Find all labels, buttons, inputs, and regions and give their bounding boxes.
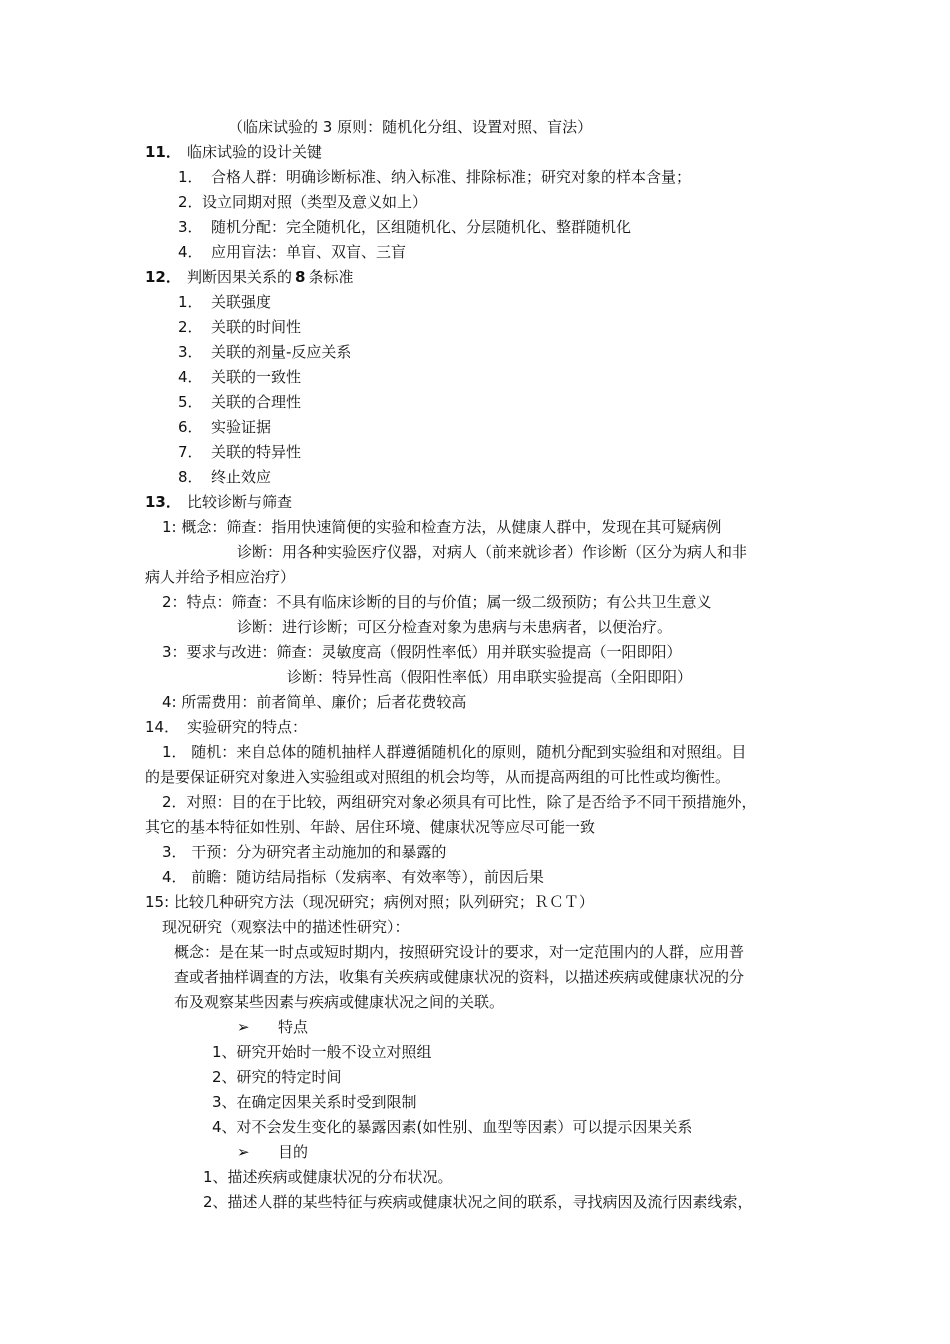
s11-item-4-text: 应用盲法：单盲、双盲、三盲 [211,243,407,261]
section-12-title-count: 8 [295,268,306,286]
aim-item-2: 2、描述人群的某些特征与疾病或健康状况之间的联系，寻找病因及流行因素线索， [203,1193,753,1211]
s15-concept-line-3: 布及观察某些因素与疾病或健康状况之间的关联。 [174,993,505,1011]
s15-subtitle: 现况研究（观察法中的描述性研究）： [162,918,410,936]
s13-line-6: 3：要求与改进：筛查：灵敏度高（假阴性率低）用并联实验提高（一阳即阳） [162,643,682,661]
section-12-title-part-a: 判断因果关系的 [187,268,293,286]
s14-line-5: 3． 干预：分为研究者主动施加的和暴露的 [162,843,447,861]
feature-item-1: 1、研究开始时一般不设立对照组 [212,1043,432,1061]
s12-item-3-text: 关联的剂量-反应关系 [211,343,352,361]
s12-item-4-text: 关联的一致性 [211,368,302,386]
aim-item-1: 1、描述疾病或健康状况的分布状况。 [203,1168,453,1186]
section-12-number: 12． [145,268,181,286]
feature-item-4: 4、对不会发生变化的暴露因素(如性别、血型等因素）可以提示因果关系 [212,1118,693,1136]
section-14-number: 14． [145,718,180,736]
s12-item-8-number: 8． [178,468,203,486]
s12-item-1-number: 1． [178,293,203,311]
s12-item-7-text: 关联的特异性 [211,443,302,461]
s12-item-1-text: 关联强度 [211,293,272,311]
s15-concept-line-2: 查或者抽样调查的方法，收集有关疾病或健康状况的资料，以描述疾病或健康状况的分 [174,968,745,986]
s11-item-1-text: 合格人群：明确诊断标准、纳入标准、排除标准；研究对象的样本含量； [211,168,692,186]
intro-line: （临床试验的 3 原则：随机化分组、设置对照、盲法） [228,118,593,136]
arrow-bullet-icon: ➢ [237,1143,250,1161]
s12-item-5-number: 5． [178,393,203,411]
s12-item-2-text: 关联的时间性 [211,318,302,336]
section-12-title [187,265,353,290]
feature-item-2: 2、研究的特定时间 [212,1068,342,1086]
s13-line-7: 诊断：特异性高（假阳性率低）用串联实验提高（全阳即阳） [287,668,693,686]
s12-item-4-number: 4． [178,368,203,386]
section-15-title: 15: 比较几种研究方法（现况研究；病例对照；队列研究；ＲＣＴ） [145,893,594,911]
s14-line-4: 其它的基本特征如性别、年龄、居住环境、健康状况等应尽可能一致 [145,818,596,836]
feature-item-3: 3、在确定因果关系时受到限制 [212,1093,417,1111]
section-13-number: 13． [145,493,181,511]
features-heading: 特点 [278,1018,309,1036]
s13-line-4: 2：特点：筛查：不具有临床诊断的目的与价值；属一级二级预防；有公共卫生意义 [162,593,712,611]
section-13-title: 比较诊断与筛查 [187,493,293,511]
section-11-title: 临床试验的设计关键 [187,143,323,161]
arrow-bullet-icon: ➢ [237,1018,250,1036]
s12-item-6-text: 实验证据 [211,418,272,436]
s12-item-2-number: 2． [178,318,203,336]
s13-line-3: 病人并给予相应治疗） [145,568,296,586]
s14-line-1: 1． 随机：来自总体的随机抽样人群遵循随机化的原则，随机分配到实验组和对照组。目 [162,743,747,761]
section-12-title-part-c: 条标准 [308,268,354,286]
s14-line-3: 2．对照：目的在于比较，两组研究对象必须具有可比性，除了是否给予不同干预措施外， [162,793,757,811]
aims-heading: 目的 [278,1143,309,1161]
s11-item-2-text: 设立同期对照（类型及意义如上） [202,193,428,211]
s11-item-3-number: 3． [178,218,203,236]
s12-item-5-text: 关联的合理性 [211,393,302,411]
s12-item-7-number: 7． [178,443,203,461]
section-11-number: 11． [145,143,181,161]
s13-line-5: 诊断：进行诊断；可区分检查对象为患病与未患病者，以便治疗。 [237,618,673,636]
s13-line-1: 1: 概念：筛查：指用快速简便的实验和检查方法，从健康人群中，发现在其可疑病例 [162,518,722,536]
s13-line-2: 诊断：用各种实验医疗仪器，对病人（前来就诊者）作诊断（区分为病人和非 [237,543,748,561]
s12-item-6-number: 6． [178,418,203,436]
s14-line-6: 4． 前瞻：随访结局指标（发病率、有效率等），前因后果 [162,868,544,886]
s15-concept-line-1: 概念：是在某一时点或短时期内，按照研究设计的要求，对一定范围内的人群，应用普 [174,943,745,961]
s13-line-8: 4: 所需费用：前者简单、廉价；后者花费较高 [162,693,467,711]
s12-item-8-text: 终止效应 [211,468,272,486]
s11-item-2-number: 2． [178,193,203,211]
s11-item-3-text: 随机分配：完全随机化，区组随机化、分层随机化、整群随机化 [211,218,632,236]
section-14-title: 实验研究的特点： [187,718,308,736]
s11-item-1-number: 1． [178,168,203,186]
s14-line-2: 的是要保证研究对象进入实验组或对照组的机会均等，从而提高两组的可比性或均衡性。 [145,768,731,786]
s12-item-3-number: 3． [178,343,203,361]
s11-item-4-number: 4． [178,243,203,261]
